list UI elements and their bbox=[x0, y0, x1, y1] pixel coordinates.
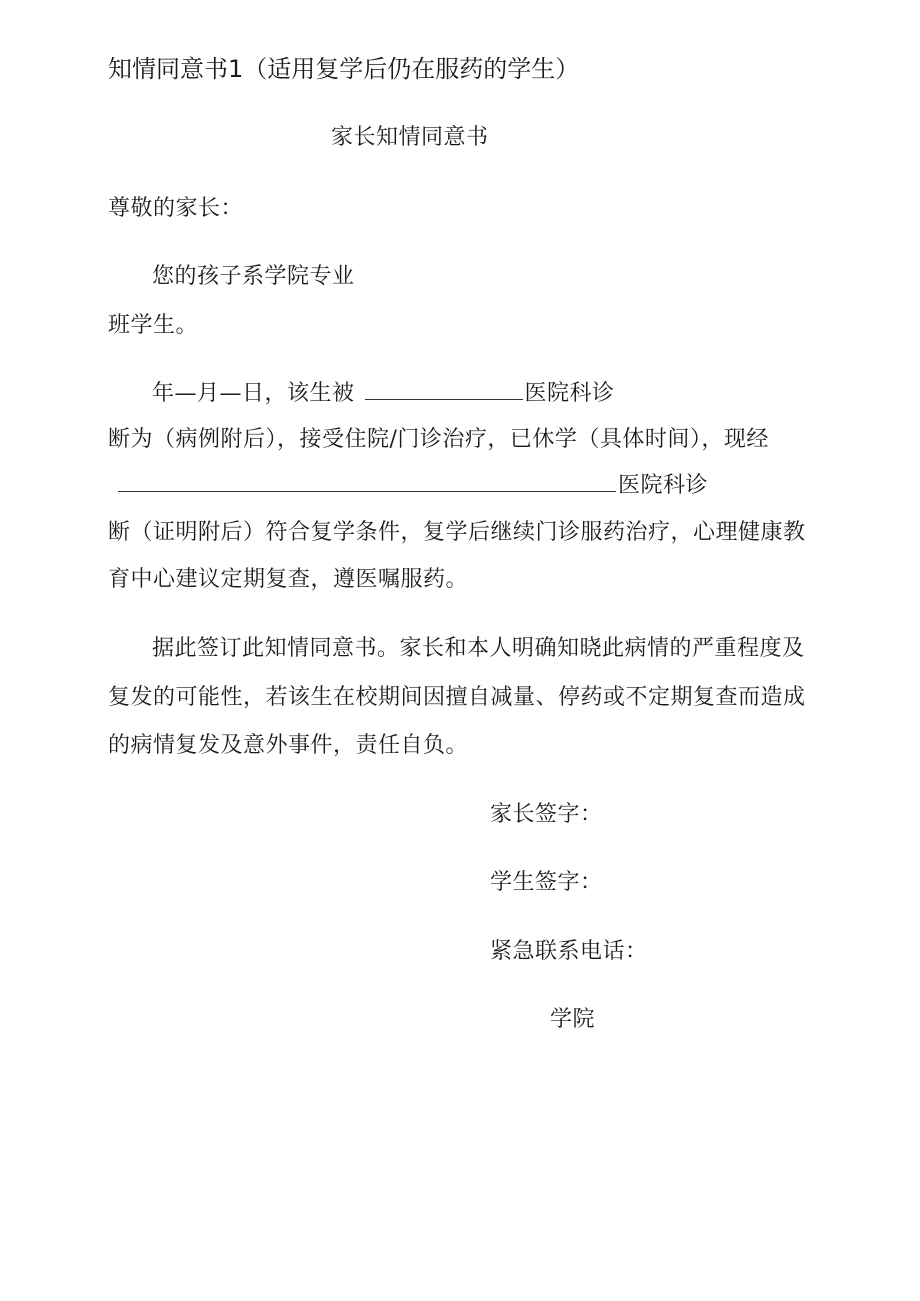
paragraph-3-line-2: 复发的可能性，若该生在校期间因擅自减量、停药或不定期复查而造成 bbox=[108, 685, 806, 710]
department-text-2: 医院科诊 bbox=[618, 473, 709, 498]
date-text: 年—月—日，该生被 bbox=[152, 381, 355, 406]
department-text-1: 医院科诊 bbox=[524, 381, 615, 406]
paragraph-1-line-2: 班学生。 bbox=[108, 313, 199, 338]
paragraph-2-line-5: 育中心建议定期复查，遵医嘱服药。 bbox=[108, 567, 469, 592]
salutation: 尊敬的家长： bbox=[108, 196, 244, 221]
hospital-blank-1[interactable] bbox=[365, 379, 523, 400]
paragraph-2-line-4: 断（证明附后）符合复学条件，复学后继续门诊服药治疗，心理健康教 bbox=[108, 520, 806, 545]
college-label: 学院 bbox=[550, 1007, 596, 1032]
document-title: 家长知情同意书 bbox=[331, 125, 489, 150]
document-heading: 知情同意书1（适用复学后仍在服药的学生） bbox=[108, 55, 580, 83]
paragraph-3-line-3: 的病情复发及意外事件，责任自负。 bbox=[108, 733, 469, 758]
paragraph-2-line-1 bbox=[152, 379, 615, 409]
paragraph-3-line-1: 据此签订此知情同意书。家长和本人明确知晓此病情的严重程度及 bbox=[152, 636, 805, 661]
paragraph-2-line-3 bbox=[118, 471, 708, 501]
parent-signature-label: 家长签字： bbox=[490, 802, 603, 827]
paragraph-2-line-2: 断为（病例附后），接受住院/门诊治疗，已休学（具体时间），现经 bbox=[108, 427, 769, 452]
student-signature-label: 学生签字： bbox=[490, 870, 603, 895]
hospital-blank-2[interactable] bbox=[118, 471, 616, 492]
emergency-contact-label: 紧急联系电话： bbox=[490, 939, 648, 964]
paragraph-1-line-1: 您的孩子系学院专业 bbox=[152, 264, 355, 289]
